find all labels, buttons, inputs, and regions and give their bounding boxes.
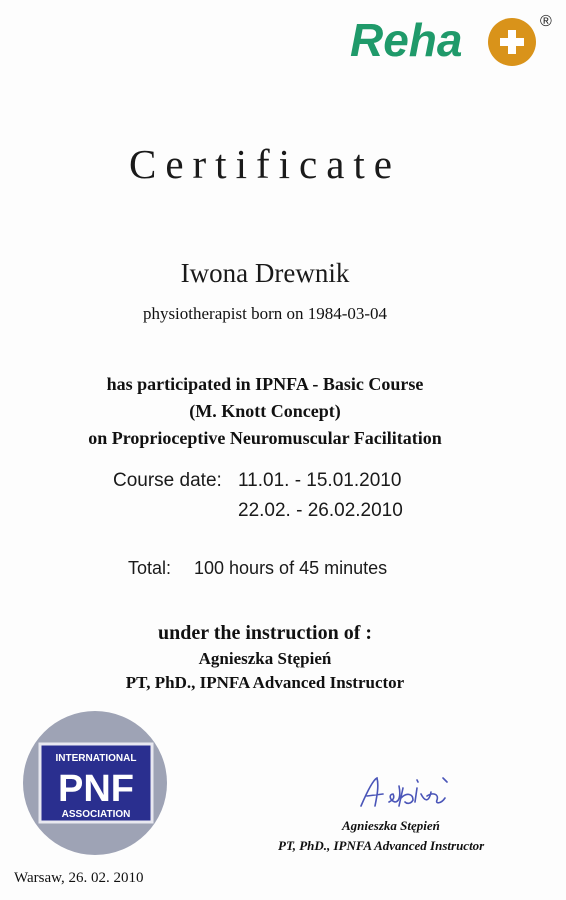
pnf-association-seal: [22, 710, 168, 856]
logo-text: Reha: [350, 14, 463, 66]
seal-line-2: PNF: [58, 768, 134, 810]
course-date-label: Course date:: [113, 470, 222, 491]
total-label: Total:: [128, 558, 172, 578]
registered-mark: ®: [540, 13, 552, 30]
recipient-details: physiotherapist born on 1984-03-04: [142, 304, 388, 323]
handwritten-signature: [355, 772, 465, 812]
plus-circle-icon: [488, 18, 536, 66]
instructor-name: Agnieszka Stępień: [198, 649, 332, 668]
course-date-2: 22.02. - 26.02.2010: [238, 500, 403, 521]
course-date-1: 11.01. - 15.01.2010: [238, 470, 402, 491]
instruction-heading: under the instruction of :: [157, 622, 373, 644]
total-value: 100 hours of 45 minutes: [194, 558, 388, 578]
certificate-title: Certificate: [128, 141, 401, 187]
course-line-2: (M. Knott Concept): [189, 401, 341, 421]
seal-line-3: ASSOCIATION: [61, 809, 131, 820]
reha-logo: [348, 8, 560, 72]
seal-line-1: INTERNATIONAL: [55, 753, 137, 764]
signature-title: PT, PhD., IPNFA Advanced Instructor: [278, 838, 485, 853]
instructor-title: PT, PhD., IPNFA Advanced Instructor: [125, 673, 405, 692]
signature-name: Agnieszka Stępień: [342, 818, 440, 833]
course-line-1: has participated in IPNFA - Basic Course: [106, 374, 424, 394]
place-and-date: Warsaw, 26. 02. 2010: [14, 870, 144, 886]
recipient-name: Iwona Drewnik: [180, 258, 350, 288]
course-line-3: on Proprioceptive Neuromuscular Facilitation: [88, 428, 442, 448]
